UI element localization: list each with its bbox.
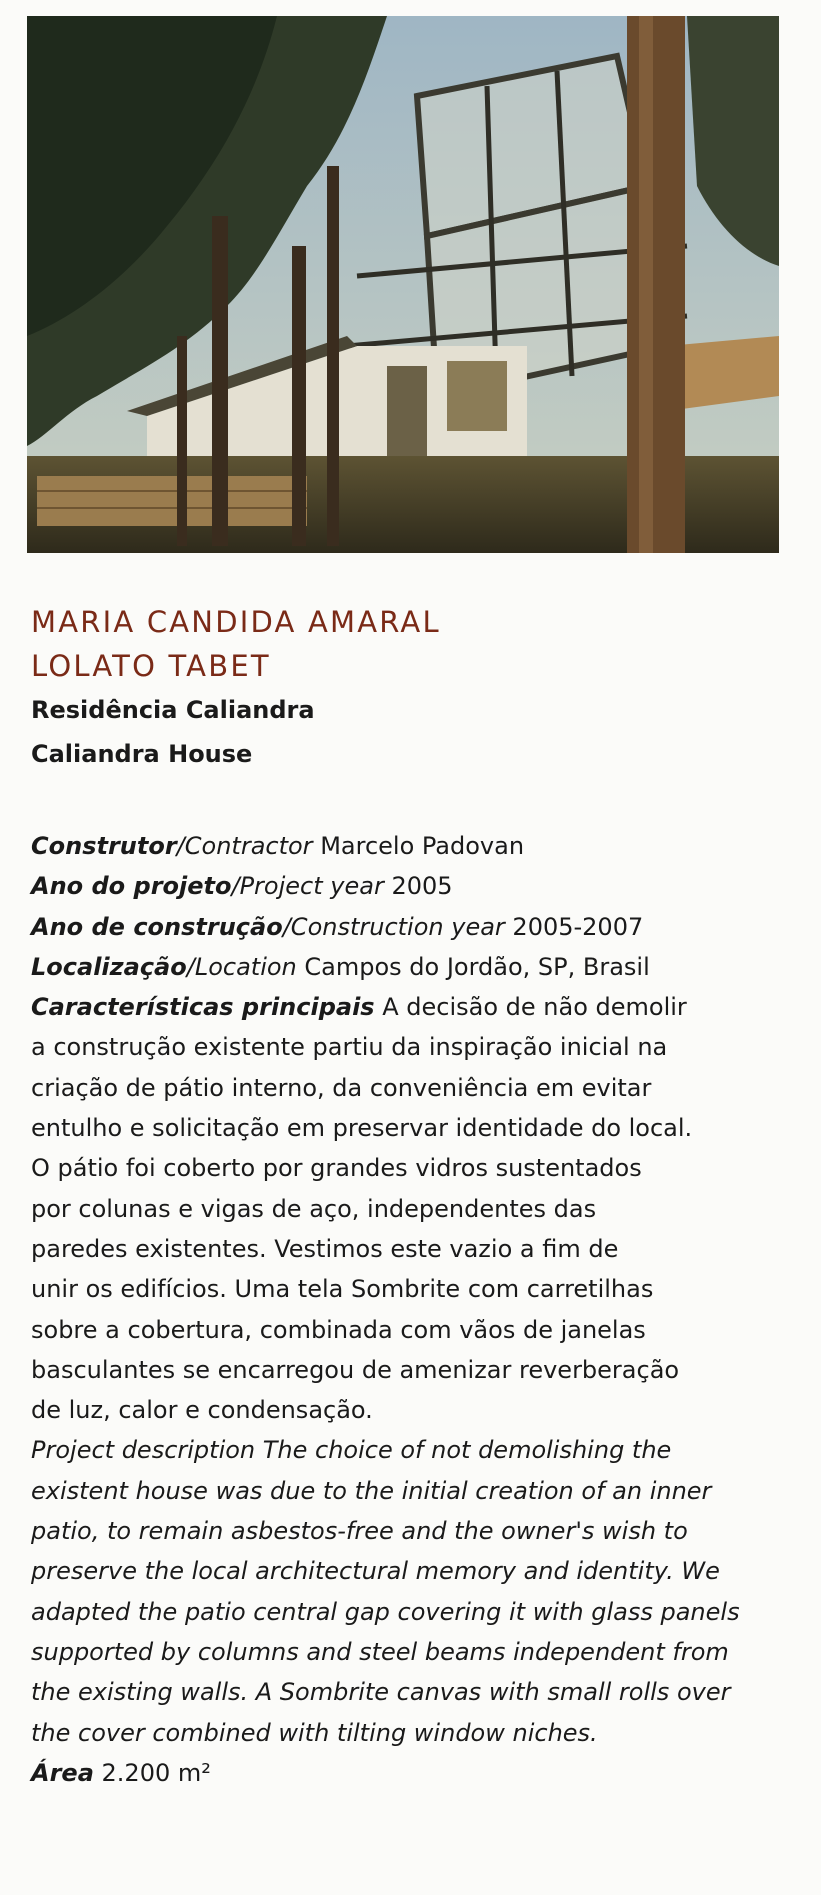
architect-name-line-2: LOLATO TABET [31,649,271,683]
features-line: a construção existente partiu da inspiração inicial na [31,1033,668,1062]
detail-project-year [31,866,791,906]
description-en-line: Project description The choice of not demolishing the [31,1436,672,1465]
detail-construction-year [31,907,791,947]
detail-label-pt: Ano de construção [31,912,283,941]
features-line: unir os edifícios. Uma tela Sombrite com carretilhas [31,1275,654,1304]
features-line: de luz, calor e condensação. [31,1396,373,1425]
description-en-line: supported by columns and steel beams independent from [31,1637,729,1666]
project-name-pt: Residência Caliandra [31,696,315,724]
features-line: O pátio foi coberto por grandes vidros sustentados [31,1154,642,1183]
features-text: A decisão de não demolir [374,993,687,1022]
area-label: Área [31,1758,94,1787]
features-line: basculantes se encarregou de amenizar reverberação [31,1355,680,1384]
features-line: por colunas e vigas de aço, independentes das [31,1194,597,1223]
features-line: paredes existentes. Vestimos este vazio a fim de [31,1234,619,1263]
detail-value: Marcelo Padovan [312,832,525,860]
detail-contractor [31,826,791,866]
description-en-line: adapted the patio central gap covering it with glass panels [31,1597,740,1626]
project-info [31,826,791,1793]
description-en-line: patio, to remain asbestos-free and the owner's wish to [31,1517,688,1546]
features-line: criação de pátio interno, da conveniência em evitar [31,1073,652,1102]
detail-label-en: /Construction year [282,912,505,941]
detail-label-en: /Project year [231,872,384,901]
description-en-line: preserve the local architectural memory and identity. We [31,1557,720,1586]
house-photo-illustration [27,16,779,553]
detail-label-en: /Contractor [176,832,313,860]
detail-label-pt: Ano do projeto [31,872,232,901]
description-en-line: the cover combined with tilting window niches. [31,1718,598,1747]
article-text [31,600,791,1793]
features-line [31,987,791,1027]
features-line: entulho e solicitação em preservar identidade do local. [31,1114,693,1143]
detail-label-en: /Location [186,952,297,981]
area-value: 2.200 m² [93,1758,211,1787]
detail-location [31,947,791,987]
description-en-line: the existing walls. A Sombrite canvas with small rolls over [31,1678,731,1707]
detail-value: 2005 [383,872,453,901]
detail-label-pt: Construtor [31,832,177,860]
house-photo [27,16,779,553]
detail-value: 2005-2007 [504,912,644,941]
project-name-en: Caliandra House [31,740,253,768]
features-line: sobre a cobertura, combinada com vãos de janelas [31,1315,646,1344]
features-label: Características principais [31,993,375,1022]
architect-name-line-1: MARIA CANDIDA AMARAL [31,605,441,639]
detail-label-pt: Localização [31,952,187,981]
detail-area [31,1753,791,1793]
description-en-line: existent house was due to the initial creation of an inner [31,1476,712,1505]
detail-value: Campos do Jordão, SP, Brasil [296,952,650,981]
